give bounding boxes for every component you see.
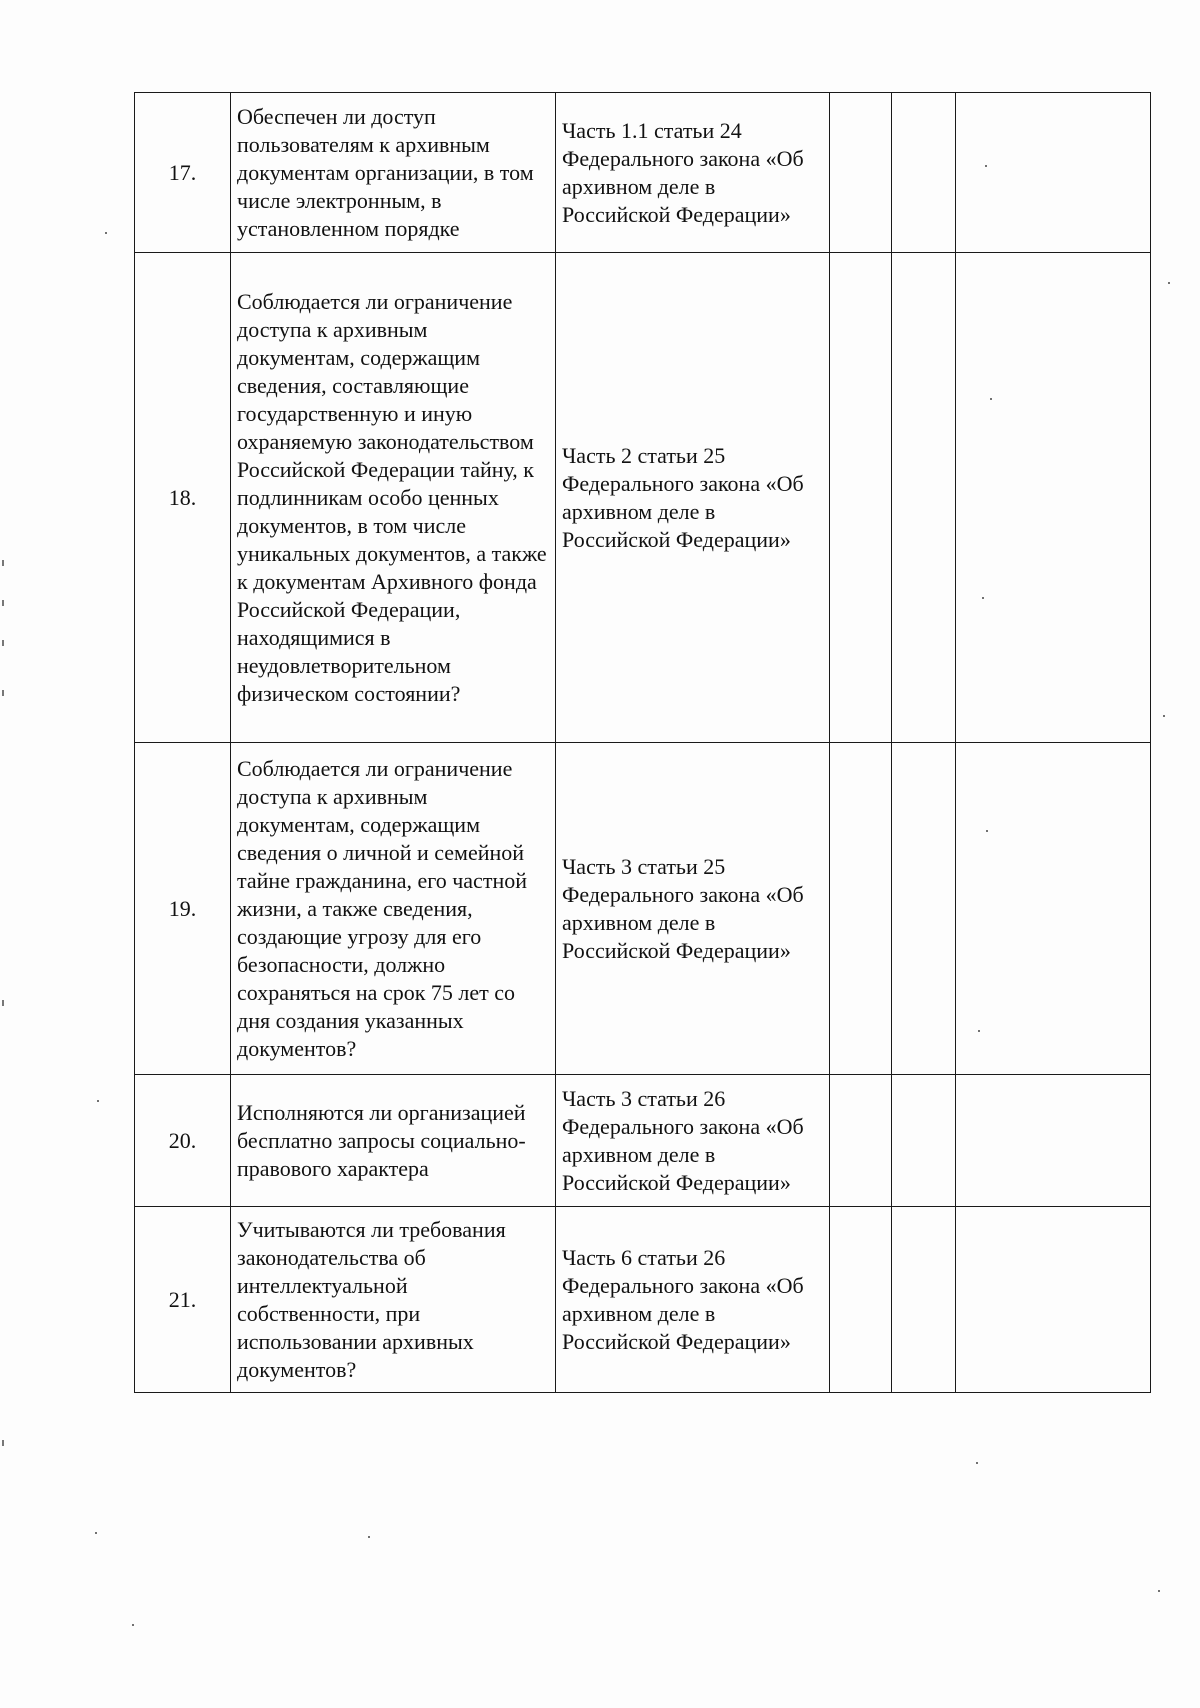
answer-no-cell — [892, 93, 956, 253]
scan-speck — [97, 1100, 99, 1102]
row-number: 17. — [135, 93, 231, 253]
answer-no-cell — [892, 1207, 956, 1393]
scan-speck — [1158, 1590, 1160, 1592]
scan-edge-mark — [2, 560, 4, 566]
scan-speck — [985, 165, 987, 167]
notes-cell — [956, 253, 1151, 743]
legal-basis-cell: Часть 6 статьи 26 Федерального закона «Об архивном деле в Российской Федерации» — [556, 1207, 830, 1393]
scan-speck — [132, 1624, 134, 1626]
scan-edge-mark — [2, 1000, 4, 1006]
notes-cell — [956, 743, 1151, 1075]
question-cell: Исполняются ли организацией бесплатно запросы социально-правового характера — [231, 1075, 556, 1207]
row-number: 20. — [135, 1075, 231, 1207]
table-row — [135, 93, 1151, 253]
question-cell: Учитываются ли требования законодательства об интеллектуальной собственности, при использовании архивных документов? — [231, 1207, 556, 1393]
table-row — [135, 1207, 1151, 1393]
scan-edge-mark — [2, 600, 4, 606]
legal-basis-cell: Часть 3 статьи 26 Федерального закона «Об архивном деле в Российской Федерации» — [556, 1075, 830, 1207]
scan-edge-mark — [2, 640, 4, 646]
legal-basis-cell: Часть 3 статьи 25 Федерального закона «Об архивном деле в Российской Федерации» — [556, 743, 830, 1075]
scan-edge-mark — [2, 1440, 4, 1446]
notes-cell — [956, 1075, 1151, 1207]
scan-speck — [95, 1532, 97, 1534]
question-cell: Обеспечен ли доступ пользователям к архивным документам организации, в том числе электронным, в установленном порядке — [231, 93, 556, 253]
notes-cell — [956, 1207, 1151, 1393]
row-number: 21. — [135, 1207, 231, 1393]
row-number: 19. — [135, 743, 231, 1075]
legal-basis-cell: Часть 2 статьи 25 Федерального закона «Об архивном деле в Российской Федерации» — [556, 253, 830, 743]
scan-speck — [986, 830, 988, 832]
scan-speck — [1163, 715, 1165, 717]
answer-yes-cell — [830, 253, 892, 743]
scan-speck — [1168, 282, 1170, 284]
scan-speck — [105, 232, 107, 234]
scan-edge-mark — [2, 690, 4, 696]
scan-speck — [990, 398, 992, 400]
table-row — [135, 1075, 1151, 1207]
table-row — [135, 743, 1151, 1075]
row-number: 18. — [135, 253, 231, 743]
scan-speck — [368, 1536, 370, 1538]
scan-speck — [978, 1030, 980, 1032]
scan-speck — [982, 597, 984, 599]
answer-yes-cell — [830, 93, 892, 253]
answer-no-cell — [892, 253, 956, 743]
scan-speck — [976, 1462, 978, 1464]
table-row — [135, 253, 1151, 743]
legal-basis-cell: Часть 1.1 статьи 24 Федерального закона «Об архивном деле в Российской Федерации» — [556, 93, 830, 253]
question-cell: Соблюдается ли ограничение доступа к архивным документам, содержащим сведения о личной и семейной тайне гражданина, его частной жизни, а также сведения, создающие угрозу для его безопасности, должно сохраняться на срок 75 лет со дня создания указанных документов? — [231, 743, 556, 1075]
checklist-table — [134, 92, 1151, 1393]
answer-no-cell — [892, 1075, 956, 1207]
answer-yes-cell — [830, 743, 892, 1075]
answer-yes-cell — [830, 1075, 892, 1207]
answer-yes-cell — [830, 1207, 892, 1393]
question-cell: Соблюдается ли ограничение доступа к архивным документам, содержащим сведения, составляющие государственную и иную охраняемую законодательством Российской Федерации тайну, к подлинникам особо ценных документов, в том числе уникальных документов, а также к документам Архивного фонда Российской Федерации, находящимися в неудовлетворительном физическом состоянии? — [231, 253, 556, 743]
answer-no-cell — [892, 743, 956, 1075]
notes-cell — [956, 93, 1151, 253]
